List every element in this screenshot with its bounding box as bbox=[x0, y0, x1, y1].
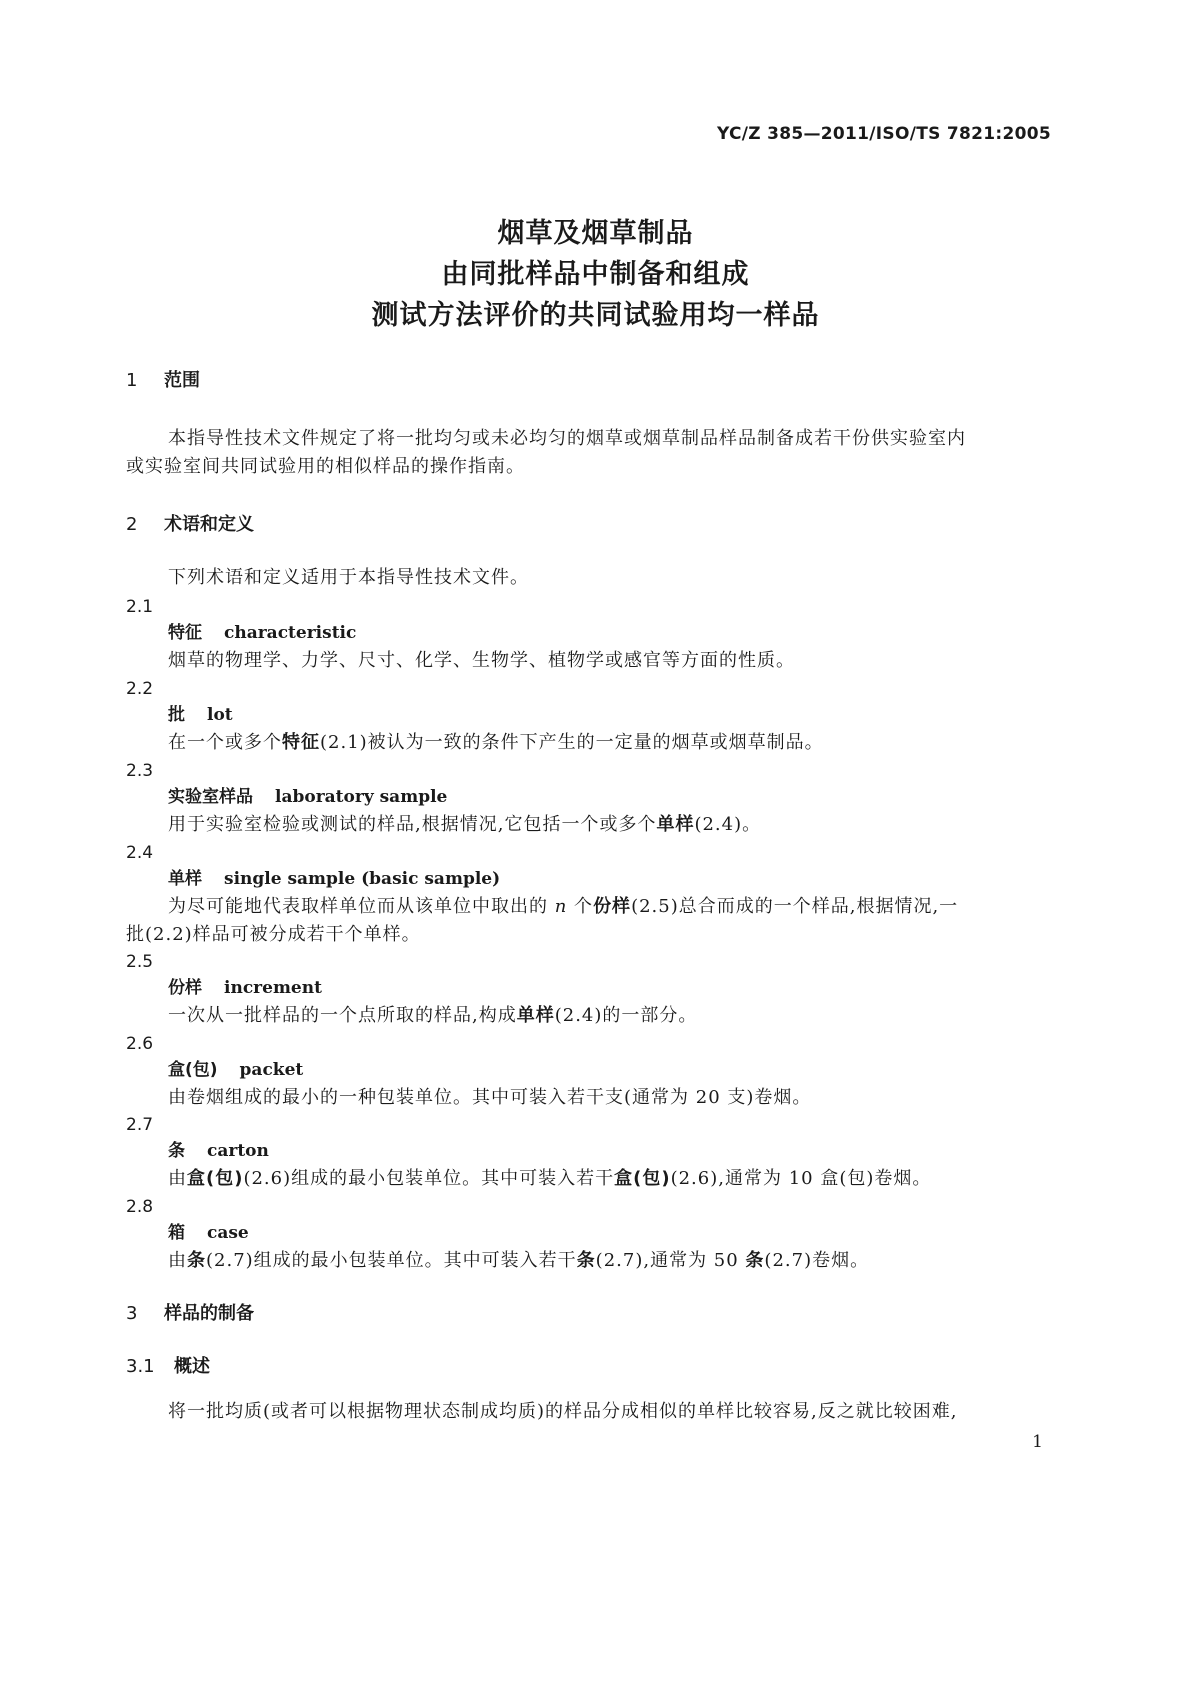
term-2-8-title: 箱 case bbox=[168, 1223, 249, 1243]
cross-reference: 盒(包) bbox=[614, 1168, 671, 1189]
cross-reference: 条 bbox=[576, 1250, 596, 1271]
section-1-paragraph-line-2: 或实验室间共同试验用的相似样品的操作指南。 bbox=[126, 456, 525, 477]
term-2-2-number: 2.2 bbox=[126, 679, 154, 699]
term-2-6-title: 盒(包) packet bbox=[168, 1060, 304, 1080]
term-2-4-definition-line-2: 批(2.2)样品可被分成若干个单样。 bbox=[126, 924, 421, 945]
title-line-3: 测试方法评价的共同试验用均一样品 bbox=[371, 300, 820, 331]
term-2-4-title: 单样 single sample (basic sample) bbox=[168, 869, 501, 889]
term-2-5-number: 2.5 bbox=[126, 952, 154, 972]
term-2-8-number: 2.8 bbox=[126, 1197, 154, 1217]
cross-reference: 条 bbox=[187, 1250, 206, 1271]
cross-reference: 特征 bbox=[282, 732, 320, 753]
standard-code: YC/Z 385—2011/ISO/TS 7821:2005 bbox=[716, 124, 1051, 144]
term-2-7-definition: 由盒(包)(2.6)组成的最小包装单位。其中可装入若干盒(包)(2.6),通常为 10 盒(包)卷烟。 bbox=[168, 1168, 932, 1189]
page-number: 1 bbox=[1032, 1432, 1043, 1452]
section-1-paragraph-line-1: 本指导性技术文件规定了将一批均匀或未必均匀的烟草或烟草制品样品制备成若干份供实验室内 bbox=[168, 428, 966, 449]
section-1-heading: 1 范围 bbox=[126, 370, 200, 391]
term-2-8-definition: 由条(2.7)组成的最小包装单位。其中可装入若干条(2.7),通常为 50 条(2.7)卷烟。 bbox=[168, 1250, 870, 1271]
cross-reference: 盒(包) bbox=[187, 1168, 244, 1189]
subsection-3-1-heading: 3.1 概述 bbox=[126, 1356, 210, 1377]
term-2-4-definition-line-1: 为尽可能地代表取样单位而从该单位中取出的 n 个份样(2.5)总合而成的一个样品,根据情况,一 bbox=[168, 896, 959, 917]
term-2-1-number: 2.1 bbox=[126, 597, 154, 617]
term-2-3-title: 实验室样品 laboratory sample bbox=[168, 787, 448, 807]
document-title bbox=[0, 213, 1191, 336]
term-2-7-title: 条 carton bbox=[168, 1141, 269, 1161]
term-2-6-definition: 由卷烟组成的最小的一种包装单位。其中可装入若干支(通常为 20 支)卷烟。 bbox=[168, 1087, 812, 1108]
cross-reference: 单样 bbox=[656, 814, 695, 835]
cross-reference: 份样 bbox=[593, 896, 632, 917]
cross-reference: 条 bbox=[745, 1250, 765, 1271]
term-2-1-definition: 烟草的物理学、力学、尺寸、化学、生物学、植物学或感官等方面的性质。 bbox=[168, 650, 795, 671]
term-2-4-number: 2.4 bbox=[126, 843, 154, 863]
term-2-7-number: 2.7 bbox=[126, 1115, 154, 1135]
term-2-3-number: 2.3 bbox=[126, 761, 154, 781]
term-2-1-title: 特征 characteristic bbox=[168, 623, 357, 643]
section-2-intro: 下列术语和定义适用于本指导性技术文件。 bbox=[168, 567, 529, 588]
term-2-6-number: 2.6 bbox=[126, 1034, 154, 1054]
title-line-1: 烟草及烟草制品 bbox=[497, 218, 694, 249]
subsection-3-1-paragraph: 将一批均质(或者可以根据物理状态制成均质)的样品分成相似的单样比较容易,反之就比较困难, bbox=[168, 1401, 958, 1422]
term-2-2-definition: 在一个或多个特征(2.1)被认为一致的条件下产生的一定量的烟草或烟草制品。 bbox=[168, 732, 824, 753]
term-2-5-definition: 一次从一批样品的一个点所取的样品,构成单样(2.4)的一部分。 bbox=[168, 1005, 698, 1026]
term-2-5-title: 份样 increment bbox=[168, 978, 322, 998]
section-2-heading: 2 术语和定义 bbox=[126, 514, 254, 535]
cross-reference: 单样 bbox=[516, 1005, 555, 1026]
section-3-heading: 3 样品的制备 bbox=[126, 1303, 254, 1324]
title-line-2: 由同批样品中制备和组成 bbox=[441, 259, 750, 290]
term-2-3-definition: 用于实验室检验或测试的样品,根据情况,它包括一个或多个单样(2.4)。 bbox=[168, 814, 762, 835]
variable-n: n bbox=[554, 896, 568, 917]
term-2-2-title: 批 lot bbox=[168, 705, 233, 725]
